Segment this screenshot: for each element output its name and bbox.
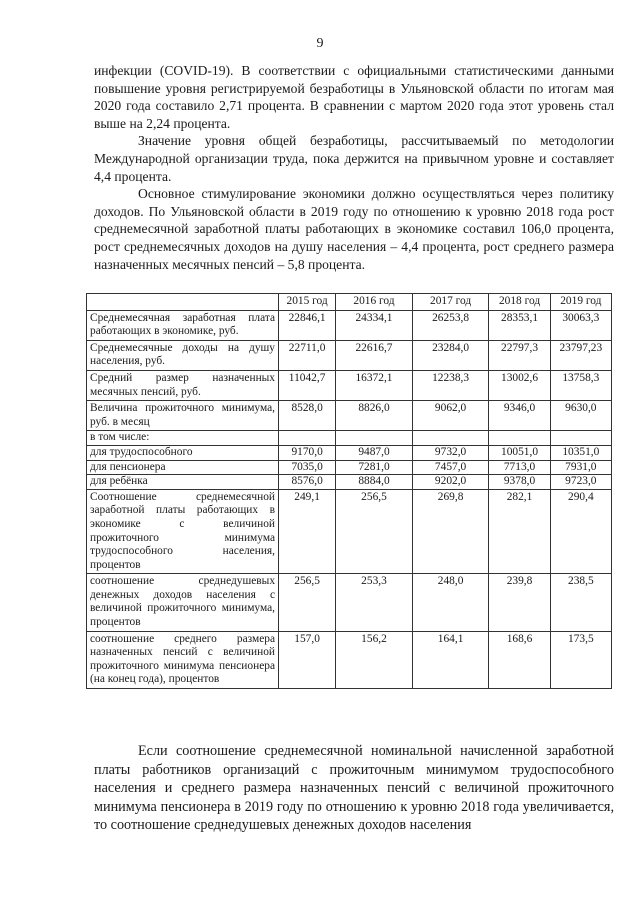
table-cell: 9487,0 [336, 445, 413, 460]
paragraph: Если соотношение среднемесячной номинальной начисленной заработной платы работников организаций с прожиточным минимумом трудоспособного населения и среднего размера назначенных пенсий с величиной прожиточного минимума пенсионера в 2019 году по отношению к уровню 2018 года увеличивается, то соотношение среднедушевых денежных доходов населения [94, 743, 614, 834]
table-cell: 282,1 [489, 489, 550, 574]
table-cell: 22797,3 [489, 340, 550, 370]
table-row [87, 401, 612, 431]
table-cell: 168,6 [489, 631, 550, 688]
table-cell: 9723,0 [550, 475, 611, 490]
table-header-cell: 2018 год [489, 294, 550, 311]
table-row [87, 340, 612, 370]
table-cell: 239,8 [489, 574, 550, 631]
table-cell: 30063,3 [550, 310, 611, 340]
row-label: для ребёнка [87, 475, 279, 490]
table-cell: 290,4 [550, 489, 611, 574]
table-row [87, 475, 612, 490]
paragraph: Основное стимулирование экономики должно осуществляться через политику доходов. По Ульяновской области в 2019 году по отношению к уровню 2018 года рост среднемесячной заработной платы работающих в экономике составил 106,0 процента, рост среднемесячных доходов на душу населения – 4,4 процента, рост среднего размера назначенных месячных пенсий – 5,8 процента. [94, 186, 614, 272]
row-label: Среднемесячная заработная плата работающих в экономике, руб. [87, 310, 279, 340]
table-cell: 253,3 [336, 574, 413, 631]
table-cell: 7281,0 [336, 460, 413, 475]
row-label: соотношение среднедушевых денежных доходов населения с величиной прожиточного минимума, процентов [87, 574, 279, 631]
table-header-cell: 2016 год [336, 294, 413, 311]
row-label: для пенсионера [87, 460, 279, 475]
row-label: в том числе: [87, 431, 279, 446]
row-label: Средний размер назначенных месячных пенсий, руб. [87, 370, 279, 400]
table-cell: 9732,0 [412, 445, 489, 460]
table-cell: 269,8 [412, 489, 489, 574]
table-cell: 157,0 [279, 631, 336, 688]
paragraph: инфекции (COVID-19). В соответствии с официальными статистическими данными повышение уровня регистрируемой безработицы в Ульяновской области по итогам мая 2020 года составило 2,71 процента. В сравнении с мартом 2020 года этот уровень стал выше на 2,24 процента. [94, 63, 614, 131]
income-table [86, 293, 612, 689]
table-cell: 9630,0 [550, 401, 611, 431]
table-row [87, 489, 612, 574]
table-cell: 9202,0 [412, 475, 489, 490]
row-label: Среднемесячные доходы на душу населения, руб. [87, 340, 279, 370]
table-cell: 8826,0 [336, 401, 413, 431]
table-cell: 12238,3 [412, 370, 489, 400]
row-label: для трудоспособного [87, 445, 279, 460]
table-cell: 9170,0 [279, 445, 336, 460]
paragraph: Значение уровня общей безработицы, рассчитываемый по методологии Международной организации труда, пока держится на привычном уровне и составляет 4,4 процента. [94, 133, 614, 184]
table-row [87, 431, 612, 446]
table-header-cell [87, 294, 279, 311]
table-cell: 22616,7 [336, 340, 413, 370]
row-label: соотношение среднего размера назначенных пенсий с величиной прожиточного минимума пенсионера (на конец года), процентов [87, 631, 279, 688]
table-cell: 22711,0 [279, 340, 336, 370]
table-cell: 238,5 [550, 574, 611, 631]
outro-text [94, 742, 614, 835]
table-cell: 9378,0 [489, 475, 550, 490]
intro-text [94, 62, 614, 273]
table-header-row [87, 294, 612, 311]
table-cell: 10351,0 [550, 445, 611, 460]
table-cell: 7457,0 [412, 460, 489, 475]
table-header-cell: 2017 год [412, 294, 489, 311]
table-cell: 11042,7 [279, 370, 336, 400]
table-cell: 7035,0 [279, 460, 336, 475]
table-row [87, 460, 612, 475]
table-cell: 26253,8 [412, 310, 489, 340]
table-header-cell: 2015 год [279, 294, 336, 311]
table-cell: 164,1 [412, 631, 489, 688]
table-cell: 22846,1 [279, 310, 336, 340]
table-header-cell: 2019 год [550, 294, 611, 311]
table-cell: 23284,0 [412, 340, 489, 370]
table-cell: 28353,1 [489, 310, 550, 340]
table-row [87, 445, 612, 460]
table-cell: 173,5 [550, 631, 611, 688]
table-cell: 13002,6 [489, 370, 550, 400]
table-cell [279, 431, 336, 446]
table-cell: 24334,1 [336, 310, 413, 340]
table-cell: 16372,1 [336, 370, 413, 400]
table-cell: 23797,23 [550, 340, 611, 370]
row-label: Соотношение среднемесячной заработной платы работающих в экономике с величиной прожиточного минимума трудоспособного населения, процентов [87, 489, 279, 574]
table-cell: 9062,0 [412, 401, 489, 431]
table-row [87, 631, 612, 688]
table-cell [336, 431, 413, 446]
table-cell: 248,0 [412, 574, 489, 631]
table-cell: 7931,0 [550, 460, 611, 475]
page-number: 9 [316, 36, 324, 51]
table-cell [489, 431, 550, 446]
row-label: Величина прожиточного минимума, руб. в месяц [87, 401, 279, 431]
table-cell [550, 431, 611, 446]
table-row [87, 574, 612, 631]
table-cell: 156,2 [336, 631, 413, 688]
table-cell: 249,1 [279, 489, 336, 574]
table-cell [412, 431, 489, 446]
table-cell: 8528,0 [279, 401, 336, 431]
table-cell: 9346,0 [489, 401, 550, 431]
table-cell: 13758,3 [550, 370, 611, 400]
table-cell: 256,5 [336, 489, 413, 574]
table-cell: 7713,0 [489, 460, 550, 475]
table-cell: 8884,0 [336, 475, 413, 490]
table-row [87, 370, 612, 400]
table-cell: 10051,0 [489, 445, 550, 460]
table-cell: 256,5 [279, 574, 336, 631]
table-cell: 8576,0 [279, 475, 336, 490]
table-row [87, 310, 612, 340]
